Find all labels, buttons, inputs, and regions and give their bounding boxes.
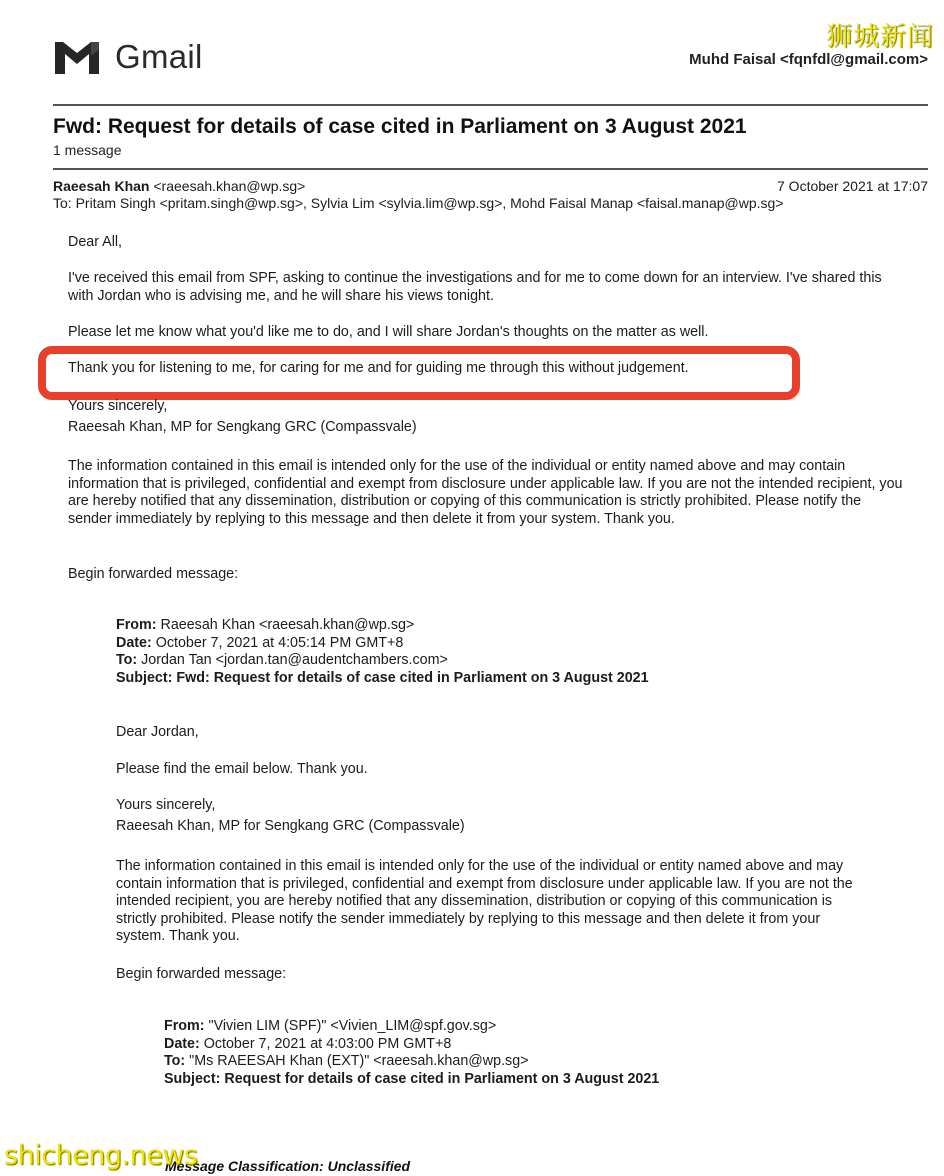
paragraph-highlighted: Thank you for listening to me, for caring for me and for guiding me through this without judgement. [68, 360, 689, 376]
forward-1-paragraph: Please find the email below. Thank you. [116, 761, 368, 777]
forward-1-subject: Fwd: Request for details of case cited in Parliament on 3 August 2021 [176, 669, 649, 686]
forward-1-disclaimer: The information contained in this email is intended only for the use of the individual or entity named above and may contain information that is privileged, confidential and exempt from disclosure under applicable law. If you are not the intended recipient, you are hereby notified that any dissemination, distribution or copying of this communication is strictly prohibited. Please notify the sender immediately by replying to this message and then delete it from your system. Thank you. [116, 858, 853, 944]
forward-2-to: "Ms RAEESAH Khan (EXT)" <raeesah.khan@wp.sg> [189, 1053, 529, 1069]
signoff: Yours sincerely, [68, 398, 168, 414]
forward-1-signature: Raeesah Khan, MP for Sengkang GRC (Compassvale) [116, 818, 465, 834]
begin-forwarded: Begin forwarded message: [68, 566, 239, 582]
gmail-logo [53, 38, 203, 76]
forward-1-greeting: Dear Jordan, [116, 724, 199, 740]
message-count: 1 message [53, 142, 122, 158]
gmail-m-icon [53, 38, 101, 76]
forward-1-from: Raeesah Khan <raeesah.khan@wp.sg> [160, 617, 415, 633]
disclaimer: The information contained in this email is intended only for the use of the individual or entity named above and may contain information that is privileged, confidential and exempt from disclosure under applicable law. If you are not the intended recipient, you are hereby notified that any dissemination, distribution or copying of this communication is strictly prohibited. Please notify the sender immediately by replying to this message and then delete it from your system. Thank you. [68, 458, 903, 527]
forward-2-header: From: "Vivien LIM (SPF)" <Vivien_LIM@spf.gov.sg> Date: October 7, 2021 at 4:03:00 PM GMT+8 To: "Ms RAEESAH Khan (EXT)" <raeesah.khan@wp.sg> Subject: Request for details of case cited in Parliament on 3 August 2021 [164, 1018, 660, 1087]
forward-2-subject: Request for details of case cited in Parliament on 3 August 2021 [224, 1070, 660, 1087]
thread-subject: Fwd: Request for details of case cited in Parliament on 3 August 2021 [53, 115, 747, 138]
forward-1-to: Jordan Tan <jordan.tan@audentchambers.com> [141, 652, 448, 668]
watermark-chinese: 狮城新闻 [825, 22, 934, 52]
greeting: Dear All, [68, 234, 123, 250]
sender-email: <raeesah.khan@wp.sg> [153, 178, 306, 194]
account-email: Muhd Faisal <fqnfdl@gmail.com> [689, 51, 928, 68]
paragraph-2: Please let me know what you'd like me to do, and I will share Jordan's thoughts on the matter as well. [68, 324, 709, 340]
watermark-english: shicheng.news [4, 1140, 198, 1171]
recipients: To: Pritam Singh <pritam.singh@wp.sg>, Sylvia Lim <sylvia.lim@wp.sg>, Mohd Faisal Manap <faisal.manap@wp.sg> [53, 195, 784, 211]
forward-2-from: "Vivien LIM (SPF)" <Vivien_LIM@spf.gov.sg> [208, 1018, 497, 1034]
app-name: Gmail [115, 38, 203, 75]
forward-1-begin-forwarded: Begin forwarded message: [116, 966, 287, 982]
forward-1-header: From: Raeesah Khan <raeesah.khan@wp.sg> Date: October 7, 2021 at 4:05:14 PM GMT+8 To: Jordan Tan <jordan.tan@audentchambers.com> Subject: Fwd: Request for details of case cited in Parliament on 3 August 2021 [116, 617, 649, 686]
forward-1-signoff: Yours sincerely, [116, 797, 216, 813]
divider [53, 104, 928, 106]
red-highlight-box [38, 346, 800, 400]
sender-row [53, 178, 928, 194]
message-classification: Message Classification: Unclassified [165, 1158, 411, 1174]
divider [53, 168, 928, 170]
message-date: 7 October 2021 at 17:07 [777, 178, 928, 194]
forward-2-date: October 7, 2021 at 4:03:00 PM GMT+8 [203, 1035, 452, 1052]
forward-1-date: October 7, 2021 at 4:05:14 PM GMT+8 [155, 634, 404, 651]
sender-name: Raeesah Khan [53, 178, 150, 194]
paragraph-1: I've received this email from SPF, asking to continue the investigations and for me to come down for an interview. I've shared this with Jordan who is advising me, and he will share his views tonight. [68, 270, 882, 304]
signature: Raeesah Khan, MP for Sengkang GRC (Compassvale) [68, 419, 417, 435]
